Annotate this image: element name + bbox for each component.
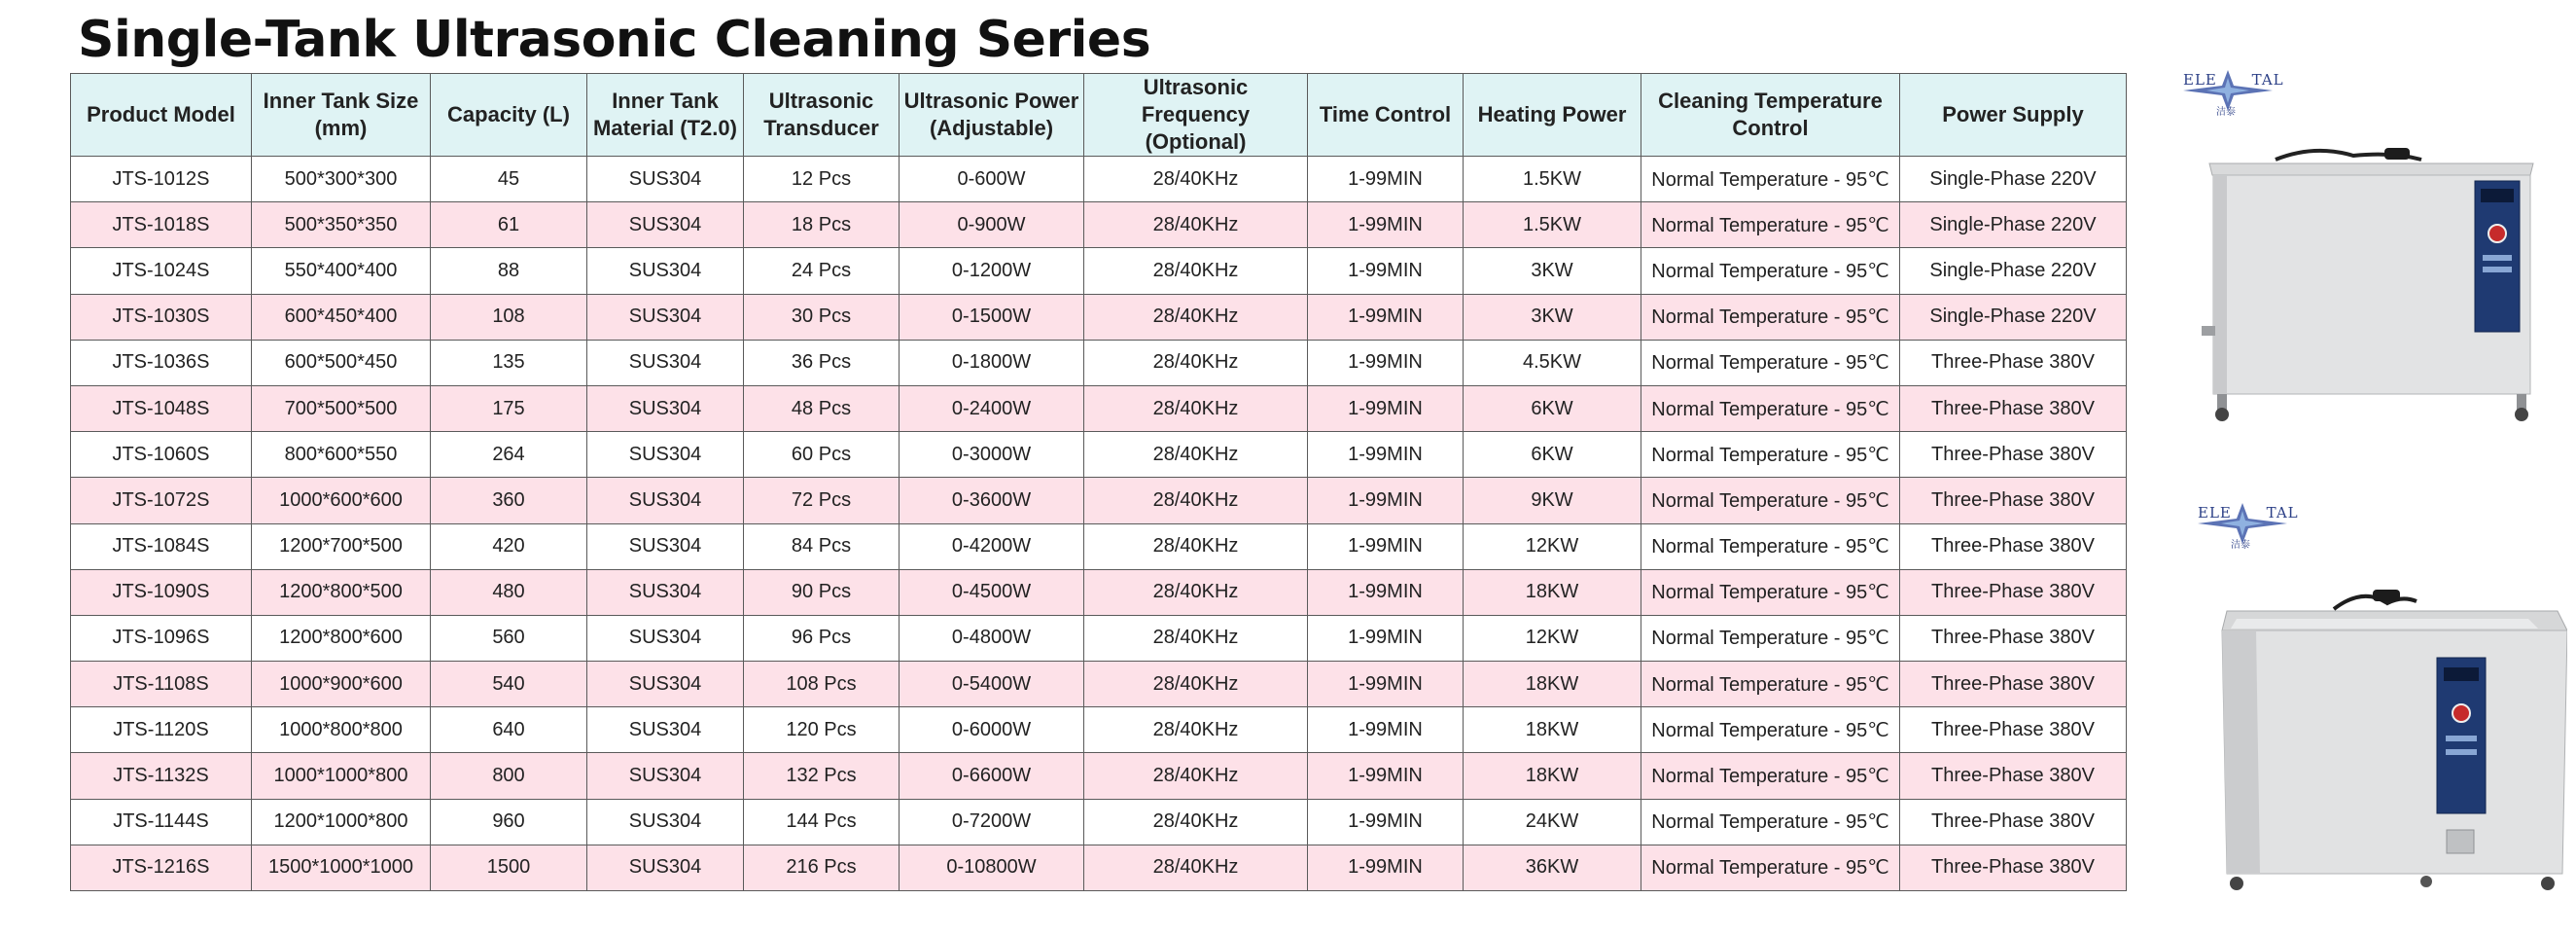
product-image-horizontal-cleaner: [2217, 582, 2567, 903]
table-cell: SUS304: [587, 662, 744, 707]
table-cell: SUS304: [587, 523, 744, 569]
table-cell: 1500: [431, 845, 587, 890]
table-cell: 28/40KHz: [1084, 478, 1308, 523]
table-cell: Normal Temperature - 95℃: [1641, 340, 1900, 385]
table-cell: 0-1200W: [900, 248, 1084, 294]
table-cell: Three-Phase 380V: [1900, 523, 2127, 569]
column-header: Inner Tank Material (T2.0): [587, 74, 744, 157]
table-cell: Normal Temperature - 95℃: [1641, 248, 1900, 294]
table-cell: 12KW: [1464, 523, 1641, 569]
table-cell: 0-3600W: [900, 478, 1084, 523]
table-cell: 1200*700*500: [252, 523, 431, 569]
column-header: Product Model: [71, 74, 252, 157]
table-cell: Three-Phase 380V: [1900, 478, 2127, 523]
table-cell: SUS304: [587, 202, 744, 248]
table-cell: Normal Temperature - 95℃: [1641, 845, 1900, 890]
table-row: [71, 248, 2127, 294]
table-cell: 1-99MIN: [1308, 662, 1464, 707]
table-cell: Normal Temperature - 95℃: [1641, 662, 1900, 707]
table-cell: 60 Pcs: [744, 432, 900, 478]
table-cell: 18KW: [1464, 569, 1641, 615]
table-cell: 0-4500W: [900, 569, 1084, 615]
table-cell: 1000*1000*800: [252, 753, 431, 799]
table-cell: 1.5KW: [1464, 202, 1641, 248]
table-cell: 28/40KHz: [1084, 385, 1308, 431]
table-cell: SUS304: [587, 340, 744, 385]
table-cell: 84 Pcs: [744, 523, 900, 569]
column-header: Ultrasonic Frequency (Optional): [1084, 74, 1308, 157]
table-cell: 28/40KHz: [1084, 248, 1308, 294]
table-cell: 1200*1000*800: [252, 799, 431, 845]
table-cell: 3KW: [1464, 294, 1641, 340]
table-cell: 24 Pcs: [744, 248, 900, 294]
table-cell: 9KW: [1464, 478, 1641, 523]
table-cell: 1-99MIN: [1308, 707, 1464, 753]
table-cell: 1-99MIN: [1308, 157, 1464, 202]
table-cell: JTS-1018S: [71, 202, 252, 248]
page-title: Single-Tank Ultrasonic Cleaning Series: [78, 11, 1151, 69]
table-cell: 600*450*400: [252, 294, 431, 340]
table-cell: Three-Phase 380V: [1900, 662, 2127, 707]
table-cell: 1-99MIN: [1308, 340, 1464, 385]
table-cell: 0-900W: [900, 202, 1084, 248]
column-header: Inner Tank Size (mm): [252, 74, 431, 157]
table-cell: 12KW: [1464, 615, 1641, 661]
table-cell: 1-99MIN: [1308, 202, 1464, 248]
table-cell: Single-Phase 220V: [1900, 248, 2127, 294]
table-cell: 1-99MIN: [1308, 569, 1464, 615]
table-row: [71, 432, 2127, 478]
table-cell: 36KW: [1464, 845, 1641, 890]
table-cell: 1200*800*500: [252, 569, 431, 615]
table-cell: 1200*800*600: [252, 615, 431, 661]
column-header: Cleaning Temperature Control: [1641, 74, 1900, 157]
table-row: [71, 385, 2127, 431]
table-cell: 560: [431, 615, 587, 661]
table-cell: 420: [431, 523, 587, 569]
table-cell: 72 Pcs: [744, 478, 900, 523]
table-cell: 0-3000W: [900, 432, 1084, 478]
table-cell: JTS-1090S: [71, 569, 252, 615]
table-cell: 500*300*300: [252, 157, 431, 202]
table-cell: 28/40KHz: [1084, 294, 1308, 340]
table-cell: Three-Phase 380V: [1900, 615, 2127, 661]
table-cell: 108: [431, 294, 587, 340]
table-cell: SUS304: [587, 845, 744, 890]
table-cell: 18 Pcs: [744, 202, 900, 248]
table-cell: Normal Temperature - 95℃: [1641, 615, 1900, 661]
table-cell: SUS304: [587, 615, 744, 661]
table-cell: 28/40KHz: [1084, 615, 1308, 661]
table-cell: 0-10800W: [900, 845, 1084, 890]
table-cell: 1-99MIN: [1308, 845, 1464, 890]
table-cell: Single-Phase 220V: [1900, 157, 2127, 202]
table-cell: 30 Pcs: [744, 294, 900, 340]
table-cell: 360: [431, 478, 587, 523]
table-cell: 144 Pcs: [744, 799, 900, 845]
table-cell: 540: [431, 662, 587, 707]
column-header: Heating Power: [1464, 74, 1641, 157]
spec-table: [70, 73, 2127, 891]
logo-subtitle: 洁泰: [2216, 107, 2236, 118]
table-cell: 1-99MIN: [1308, 432, 1464, 478]
table-cell: 1-99MIN: [1308, 294, 1464, 340]
table-cell: 28/40KHz: [1084, 707, 1308, 753]
table-cell: Three-Phase 380V: [1900, 845, 2127, 890]
table-cell: 700*500*500: [252, 385, 431, 431]
table-cell: 0-4800W: [900, 615, 1084, 661]
table-cell: 640: [431, 707, 587, 753]
table-cell: 500*350*350: [252, 202, 431, 248]
table-cell: 0-6000W: [900, 707, 1084, 753]
table-cell: JTS-1132S: [71, 753, 252, 799]
table-cell: 1-99MIN: [1308, 385, 1464, 431]
table-cell: 3KW: [1464, 248, 1641, 294]
table-cell: Normal Temperature - 95℃: [1641, 753, 1900, 799]
table-cell: 61: [431, 202, 587, 248]
table-row: [71, 340, 2127, 385]
table-cell: JTS-1060S: [71, 432, 252, 478]
table-cell: Three-Phase 380V: [1900, 432, 2127, 478]
table-cell: 28/40KHz: [1084, 523, 1308, 569]
table-cell: Three-Phase 380V: [1900, 385, 2127, 431]
table-cell: Three-Phase 380V: [1900, 569, 2127, 615]
table-row: [71, 707, 2127, 753]
table-cell: 1-99MIN: [1308, 523, 1464, 569]
table-cell: JTS-1108S: [71, 662, 252, 707]
table-row: [71, 202, 2127, 248]
table-cell: 1-99MIN: [1308, 753, 1464, 799]
table-row: [71, 662, 2127, 707]
table-header-row: [71, 74, 2127, 157]
table-cell: SUS304: [587, 753, 744, 799]
table-cell: 24KW: [1464, 799, 1641, 845]
table-cell: 28/40KHz: [1084, 662, 1308, 707]
table-cell: Three-Phase 380V: [1900, 753, 2127, 799]
table-cell: SUS304: [587, 569, 744, 615]
table-cell: 88: [431, 248, 587, 294]
table-cell: 4.5KW: [1464, 340, 1641, 385]
table-row: [71, 753, 2127, 799]
table-row: [71, 478, 2127, 523]
table-cell: Single-Phase 220V: [1900, 294, 2127, 340]
table-cell: 0-6600W: [900, 753, 1084, 799]
table-cell: JTS-1120S: [71, 707, 252, 753]
table-cell: 550*400*400: [252, 248, 431, 294]
table-cell: 0-7200W: [900, 799, 1084, 845]
table-cell: JTS-1024S: [71, 248, 252, 294]
table-cell: JTS-1030S: [71, 294, 252, 340]
table-cell: SUS304: [587, 294, 744, 340]
table-body: [71, 157, 2127, 891]
table-cell: JTS-1012S: [71, 157, 252, 202]
table-cell: SUS304: [587, 432, 744, 478]
table-cell: 0-1500W: [900, 294, 1084, 340]
table-row: [71, 523, 2127, 569]
table-cell: JTS-1096S: [71, 615, 252, 661]
table-cell: 1-99MIN: [1308, 615, 1464, 661]
table-cell: 28/40KHz: [1084, 432, 1308, 478]
table-cell: Normal Temperature - 95℃: [1641, 385, 1900, 431]
table-cell: 0-5400W: [900, 662, 1084, 707]
table-cell: 800: [431, 753, 587, 799]
table-cell: 120 Pcs: [744, 707, 900, 753]
table-cell: 1-99MIN: [1308, 478, 1464, 523]
table-cell: Normal Temperature - 95℃: [1641, 202, 1900, 248]
brand-logo: [2181, 68, 2284, 118]
table-cell: Normal Temperature - 95℃: [1641, 478, 1900, 523]
table-cell: Normal Temperature - 95℃: [1641, 707, 1900, 753]
table-cell: 600*500*450: [252, 340, 431, 385]
table-cell: 1500*1000*1000: [252, 845, 431, 890]
table-cell: Normal Temperature - 95℃: [1641, 569, 1900, 615]
table-cell: 36 Pcs: [744, 340, 900, 385]
table-row: [71, 157, 2127, 202]
table-cell: JTS-1216S: [71, 845, 252, 890]
product-image-upright-cleaner: [2198, 146, 2548, 428]
table-cell: JTS-1072S: [71, 478, 252, 523]
table-cell: 1-99MIN: [1308, 799, 1464, 845]
table-cell: 1000*800*800: [252, 707, 431, 753]
table-row: [71, 799, 2127, 845]
table-cell: 90 Pcs: [744, 569, 900, 615]
table-cell: 0-2400W: [900, 385, 1084, 431]
table-cell: 1.5KW: [1464, 157, 1641, 202]
column-header: Ultrasonic Transducer: [744, 74, 900, 157]
table-cell: 18KW: [1464, 753, 1641, 799]
logo-word: ELE TAL: [2198, 504, 2299, 521]
table-cell: JTS-1144S: [71, 799, 252, 845]
brand-logo: [2196, 501, 2299, 551]
table-cell: 28/40KHz: [1084, 157, 1308, 202]
table-row: [71, 845, 2127, 890]
table-cell: 960: [431, 799, 587, 845]
logo-word: ELE TAL: [2183, 71, 2284, 89]
column-header: Power Supply: [1900, 74, 2127, 157]
table-cell: 48 Pcs: [744, 385, 900, 431]
table-cell: Normal Temperature - 95℃: [1641, 799, 1900, 845]
table-cell: Normal Temperature - 95℃: [1641, 523, 1900, 569]
table-cell: 6KW: [1464, 385, 1641, 431]
table-cell: JTS-1048S: [71, 385, 252, 431]
table-cell: Normal Temperature - 95℃: [1641, 157, 1900, 202]
table-cell: Normal Temperature - 95℃: [1641, 294, 1900, 340]
table-cell: 96 Pcs: [744, 615, 900, 661]
table-cell: 1-99MIN: [1308, 248, 1464, 294]
logo-subtitle: 洁泰: [2231, 540, 2250, 551]
table-row: [71, 615, 2127, 661]
table-cell: 480: [431, 569, 587, 615]
table-cell: 0-4200W: [900, 523, 1084, 569]
table-cell: SUS304: [587, 157, 744, 202]
table-cell: 216 Pcs: [744, 845, 900, 890]
table-cell: JTS-1036S: [71, 340, 252, 385]
table-cell: 28/40KHz: [1084, 340, 1308, 385]
table-cell: Three-Phase 380V: [1900, 707, 2127, 753]
table-cell: 175: [431, 385, 587, 431]
table-cell: JTS-1084S: [71, 523, 252, 569]
table-cell: 12 Pcs: [744, 157, 900, 202]
table-cell: 264: [431, 432, 587, 478]
table-row: [71, 569, 2127, 615]
table-cell: 800*600*550: [252, 432, 431, 478]
column-header: Time Control: [1308, 74, 1464, 157]
table-cell: 135: [431, 340, 587, 385]
table-cell: 18KW: [1464, 707, 1641, 753]
column-header: Ultrasonic Power (Adjustable): [900, 74, 1084, 157]
table-cell: SUS304: [587, 385, 744, 431]
table-cell: SUS304: [587, 248, 744, 294]
table-cell: 28/40KHz: [1084, 753, 1308, 799]
table-cell: 1000*600*600: [252, 478, 431, 523]
table-cell: 28/40KHz: [1084, 202, 1308, 248]
table-cell: 18KW: [1464, 662, 1641, 707]
column-header: Capacity (L): [431, 74, 587, 157]
table-cell: 0-600W: [900, 157, 1084, 202]
table-cell: SUS304: [587, 799, 744, 845]
table-cell: 132 Pcs: [744, 753, 900, 799]
table-cell: SUS304: [587, 707, 744, 753]
table-cell: 6KW: [1464, 432, 1641, 478]
table-cell: Single-Phase 220V: [1900, 202, 2127, 248]
table-cell: 108 Pcs: [744, 662, 900, 707]
table-cell: 28/40KHz: [1084, 799, 1308, 845]
table-cell: Three-Phase 380V: [1900, 799, 2127, 845]
table-cell: 28/40KHz: [1084, 845, 1308, 890]
table-cell: 28/40KHz: [1084, 569, 1308, 615]
table-cell: Three-Phase 380V: [1900, 340, 2127, 385]
table-cell: 1000*900*600: [252, 662, 431, 707]
table-row: [71, 294, 2127, 340]
table-cell: 45: [431, 157, 587, 202]
table-cell: Normal Temperature - 95℃: [1641, 432, 1900, 478]
table-cell: 0-1800W: [900, 340, 1084, 385]
table-cell: SUS304: [587, 478, 744, 523]
